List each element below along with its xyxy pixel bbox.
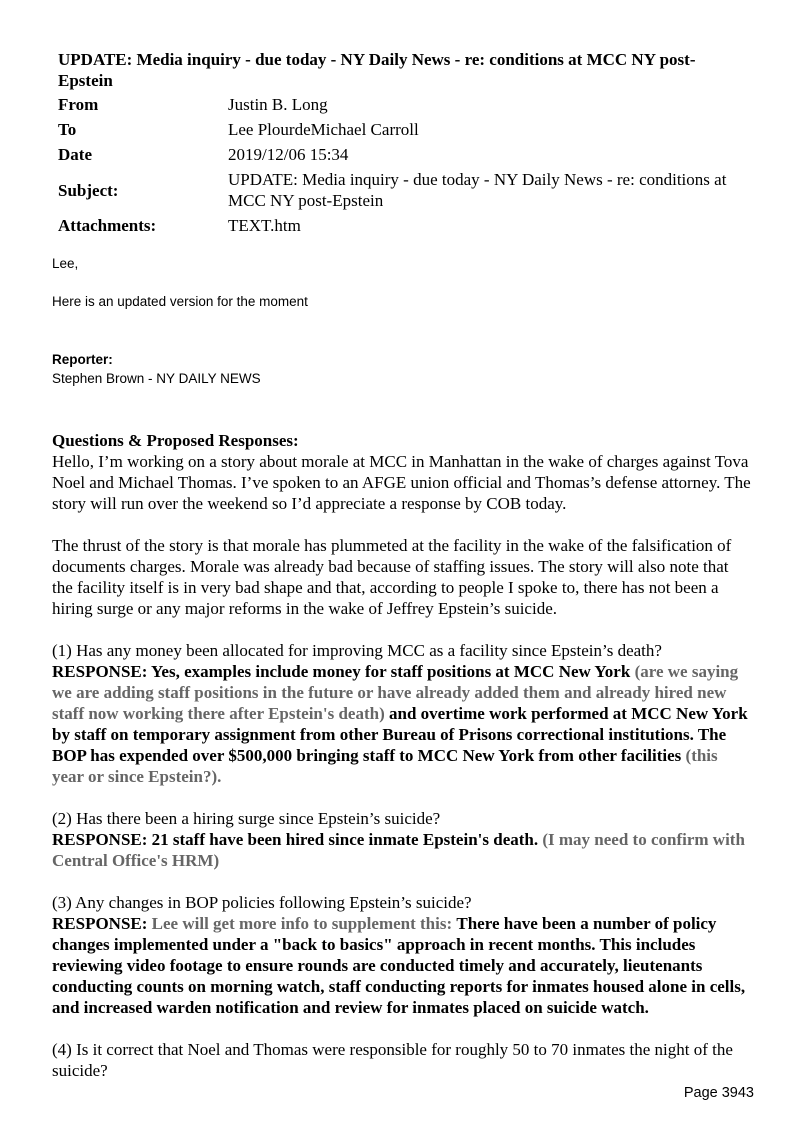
from-label: From — [58, 95, 99, 114]
to-row — [54, 117, 746, 142]
response-1-label: RESPONSE: Yes, examples include money for staff positions at MCC New York — [52, 662, 631, 681]
date-row — [54, 142, 746, 167]
from-row — [54, 92, 746, 117]
email-header-table — [54, 92, 746, 238]
email-subject-heading: UPDATE: Media inquiry - due today - NY Daily News - re: conditions at MCC NY post-Epstein — [58, 50, 696, 90]
response-2-label: RESPONSE: 21 staff have been hired since inmate Epstein's death. — [52, 830, 539, 849]
subject-value: UPDATE: Media inquiry - due today - NY Daily News - re: conditions at MCC NY post-Epstein — [228, 170, 727, 210]
response-3-label: RESPONSE: — [52, 914, 148, 933]
response-3-answer: There have been a number of policy changes implemented under a "back to basics" approach in recent months. This includes reviewing video footage to ensure rounds are conducted timely and accurately, lieutenants conducting counts on morning watch, staff conducting reports for inmates housed alone in cells, and increased warden notification and review for inmates placed on suicide watch. — [52, 914, 746, 1017]
date-value: 2019/12/06 15:34 — [228, 145, 349, 164]
question-2: (2) Has there been a hiring surge since Epstein’s suicide? — [52, 809, 441, 828]
question-3: (3) Any changes in BOP policies following Epstein’s suicide? — [52, 893, 472, 912]
attachments-row — [54, 213, 746, 238]
attachments-label: Attachments: — [58, 216, 157, 235]
response-3-note: Lee will get more info to supplement this: — [151, 914, 453, 933]
from-value: Justin B. Long — [228, 95, 328, 114]
paragraph-2: The thrust of the story is that morale has plummeted at the facility in the wake of the falsification of documents charges. Morale was already bad because of staffing issues. The story will also note that the facility itself is in very bad shape and that, according to people I spoke to, there has not been a hiring surge or any major reforms in the wake of Jeffrey Epstein’s suicide. — [52, 536, 732, 618]
qa-section — [52, 430, 752, 1081]
response-1-note: (are we saying we are adding staff positions in the future or have already added them and already hired new staff now working there after Epstein's death) — [52, 662, 739, 723]
subject-row — [54, 167, 746, 213]
response-1 — [52, 661, 752, 787]
response-1-continued: and overtime work performed at MCC New York by staff on temporary assignment from other Bureau of Prisons correctional institutions. The BOP has expended over $500,000 bringing staff to MCC New York from other facilities — [52, 704, 748, 765]
question-1: (1) Has any money been allocated for improving MCC as a facility since Epstein’s death? — [52, 641, 662, 660]
reporter-label: Reporter: — [52, 352, 113, 367]
response-1-note-2: (this year or since Epstein?). — [52, 746, 718, 786]
response-2 — [52, 829, 752, 871]
subject-label: Subject: — [58, 180, 119, 200]
to-label: To — [58, 120, 77, 139]
qa-heading: Questions & Proposed Responses: — [52, 431, 299, 450]
intro-text: Here is an updated version for the moment — [52, 294, 308, 309]
to-value: Lee PlourdeMichael Carroll — [228, 120, 419, 139]
greeting: Lee, — [52, 256, 79, 271]
paragraph-1: Hello, I’m working on a story about morale at MCC in Manhattan in the wake of charges against Tova Noel and Michael Thomas. I’ve spoken to an AFGE union official and Thomas’s defense attorney. The story will run over the weekend so I’d appreciate a response by COB today. — [52, 452, 751, 513]
attachments-value: TEXT.htm — [228, 216, 301, 235]
page-number: Page 3943 — [683, 1085, 754, 1101]
question-4: (4) Is it correct that Noel and Thomas were responsible for roughly 50 to 70 inmates the night of the suicide? — [52, 1040, 733, 1080]
response-2-note: (I may need to confirm with Central Office's HRM) — [52, 830, 745, 870]
reporter-value: Stephen Brown - NY DAILY NEWS — [52, 371, 261, 386]
response-3 — [52, 913, 752, 1018]
date-label: Date — [58, 145, 92, 164]
